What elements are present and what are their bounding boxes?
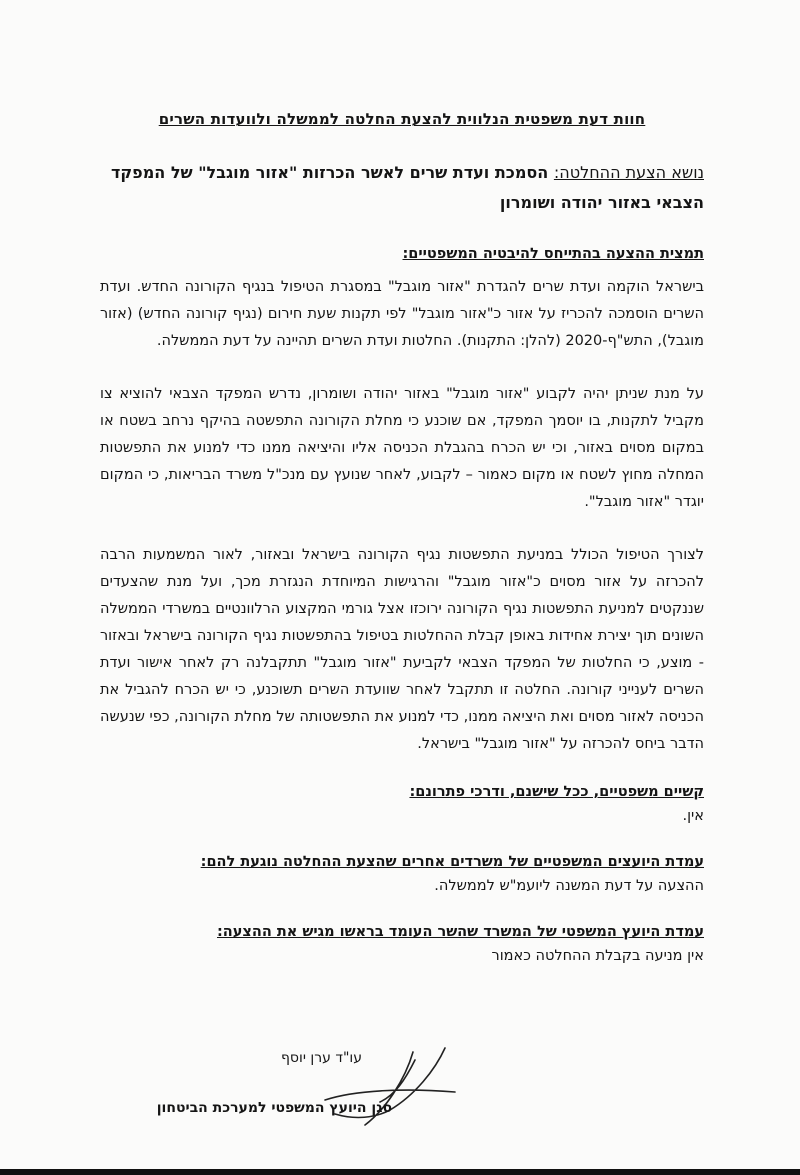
legal-difficulties-section [100,784,704,828]
leading-office-text: אין מניעה בקבלת ההחלטה כאמור [491,948,704,964]
signatory-name: עו"ד ערן יוסף [280,1050,362,1066]
document-body [100,110,704,994]
other-advisers-text: ההצעה על דעת המשנה ליועמ"ש לממשלה. [434,878,704,894]
other-advisers-section [100,854,704,898]
paragraph-1: בישראל הוקמה ועדת שרים להגדרת "אזור מוגבל" במסגרת הטיפול בנגיף הקורונה החדש. ועדת השרים הוסמכה להכריז על אזור כ"אזור מוגבל" לפי תקנות שעת חירום (נגיף קורונה החדש) (אזור מוגבל), התש"ף-2020 (להלן: התקנות). החלטות ועדת השרים תהיינה על דעת הממשלה. [100,279,704,349]
legal-difficulties-text: אין. [682,808,704,824]
paragraph-3: לצורך הטיפול הכולל במניעת התפשטות נגיף הקורונה בישראל ובאזור, לאור המשמעות הרבה להכרזה על אזור מסוים כ"אזור מוגבל" והרגישות המיוחדת הנגזרת מכך, ועל מנת שהצעדים שננקטים למניעת התפשטות נגיף הקורונה ירוכזו אצל גורמי המקצוע הרלוונטיים במשרדי הממשלה השונים תוך יצירת אחידות באופן קבלת ההחלטות בטיפול בהתפשטות נגיף הקורונה בישראל ובאזור - מוצע, כי החלטות של המפקד הצבאי לקביעת "אזור מוגבל" תתקבלנה רק לאחר אישור ועדת השרים לענייני קורונה. החלטה זו תתקבל לאחר שוועדת השרים תשוכנע, כי יש הכרח להגביל את הכניסה לאזור מסוים ואת היציאה ממנו, כדי למנוע את התפשטותה של מחלת הקורונה, כפי שנעשה הדבר ביחס להכרזה על "אזור מוגבל" בישראל. [100,547,704,752]
legal-difficulties-heading: קשיים משפטיים, ככל שישנם, ודרכי פתרונם: [409,784,704,800]
leading-office-heading: עמדת היועץ המשפטי של המשרד שהשר העומד בראשו מגיש את ההצעה: [217,924,704,940]
subject-label: נושא הצעת ההחלטה: [553,163,704,182]
other-advisers-heading: עמדת היועצים המשפטיים של משרדים אחרים שהצעת ההחלטה נוגעת להם: [200,854,704,870]
subject-text: הסמכת ועדת שרים לאשר הכרזות "אזור מוגבל" של המפקד הצבאי באזור יהודה ושומרון [110,163,704,212]
paragraph-2: על מנת שניתן יהיה לקבוע "אזור מוגבל" באזור יהודה ושומרון, נדרש המפקד הצבאי להוציא צו מקביל לתקנות, בו יוסמך המפקד, אם שוכנע כי מחלת הקורונה התפשטה בהיקף נרחב בשטח או במקום מסוים באזור, וכי יש הכרח בהגבלת הכניסה אליו והיציאה ממנו כדי למנוע את התפשטות המחלה מחוץ לשטח או מקום כאמור – לקבוע, לאחר שנועץ עם מנכ"ל משרד הבריאות, כי המקום יוגדר "אזור מוגבל". [100,386,704,510]
signatory-role: סגן היועץ המשפטי למערכת הביטחון [156,1100,392,1116]
leading-office-section [100,924,704,968]
scan-edge-bar [0,1169,800,1175]
signature-block [156,1050,392,1116]
decision-subject [100,158,704,218]
document-title: חוות דעת משפטית הנלווית להצעת החלטה לממשלה ולוועדות השרים [158,110,646,128]
legal-summary-heading: תמצית ההצעה בהתייחס להיבטיה המשפטיים: [402,246,704,262]
